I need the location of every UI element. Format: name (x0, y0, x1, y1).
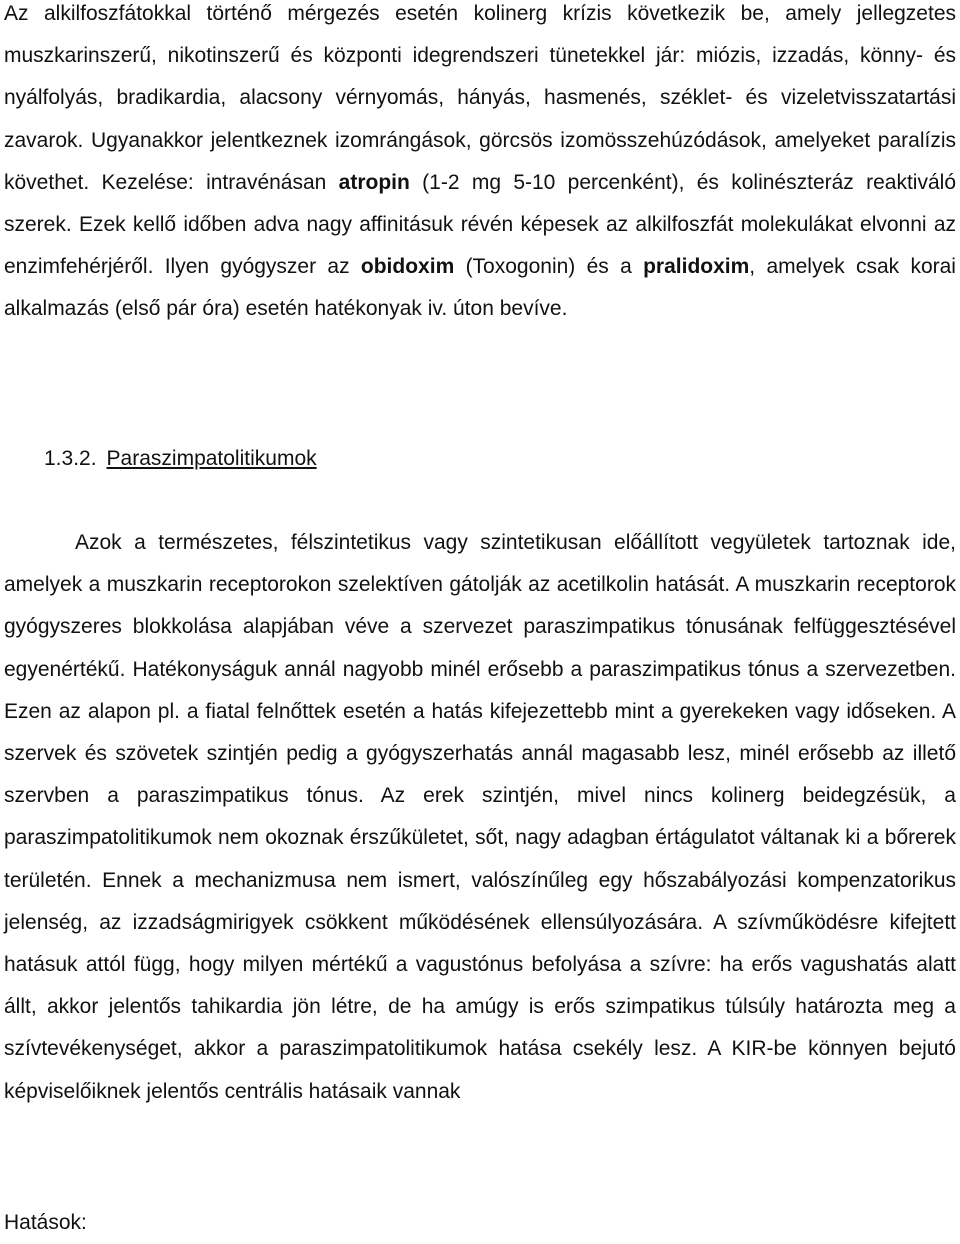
section-title: Paraszimpatolitikumok (106, 447, 317, 470)
bold-term-atropin: atropin (338, 170, 410, 194)
effects-label: Hatások: (4, 1211, 87, 1234)
paragraph-text: (Toxogonin) és a (454, 255, 644, 279)
paragraph-parasympatholytics: Azok a természetes, félszintetikus vagy szintetikusan előállított vegyületek tartoznak ide, amelyek a muszkarin receptorokon szelektíven gátolják az acetilkolin hatását. A muszkarin receptorok gyógyszeres blokkolása alapjában véve a szervezet paraszimpatikus tónusának felfüggesztésével egyenértékű. Hatékonyságuk annál nagyobb minél erősebb a paraszimpatikus tónus a szervezetben. Ezen az alapon pl. a fiatal felnőttek esetén a hatás kifejezettebb mint a gyerekeken vagy időseken. A szervek és szövetek szintjén pedig a gyógyszerhatás annál magasabb lesz, minél erősebb az illető szervben a paraszimpatikus tónus. Az erek szintjén, mivel nincs kolinerg beidegzésük, a paraszimpatolitikumok nem okoznak érszűkületet, sőt, nagy adagban értágulatot váltanak ki a bőrerek területén. Ennek a mechanizmusa nem ismert, valószínűleg egy hőszabályozási kompenzatorikus jelenség, az izzadságmirigyek csökkent működésének ellensúlyozására. A szívműködésre kifejtett hatásuk attól függ, hogy milyen mértékű a vagustónus befolyása a szívre: ha erős vagushatás alatt állt, akkor jelentős tahikardia jön létre, de ha amúgy is erős szimpatikus túlsúly határozta meg a szívtevékenységet, akkor a paraszimpatolitikumok hatása csekély lesz. A KIR-be könnyen bejutó képviselőiknek jelentős centrális hatásaik vannak (4, 531, 956, 1103)
paragraph-text: , amelyek csak korai alkalmazás (első pár óra) esetén hatékonyak iv. úton bevíve. (4, 255, 956, 321)
paragraph-text: Az alkilfoszfátokkal történő mérgezés esetén kolinerg krízis következik be, amely jellegzetes muszkarinszerű, nikotinszerű és központi idegrendszeri tünetekkel jár: miózis, izzadás, könny- és nyálfolyás, bradikardia, alacsony vérnyomás, hányás, hasmenés, széklet- és vizeletvisszatartási zavarok. Ugyanakkor jelentkeznek izomrángások, görcsös izomösszehúzódások, amelyeket paralízis követhet. Kezelése: intravénásan (4, 2, 956, 194)
paragraph-text: (1-2 mg 5-10 percenként), és kolinészteráz reaktiváló szerek. Ezek kellő időben adva nagy affinitásuk révén képesek az alkilfoszfát molekulákat elvonni az enzimfehérjéről. Ilyen gyógyszer az (4, 170, 956, 279)
section-heading (44, 438, 317, 480)
paragraph-organophosphate-poisoning (4, 0, 956, 331)
bold-term-obidoxim: obidoxim (360, 255, 455, 279)
section-number: 1.3.2. (44, 447, 97, 470)
bold-term-pralidoxim: pralidoxim (643, 255, 750, 279)
